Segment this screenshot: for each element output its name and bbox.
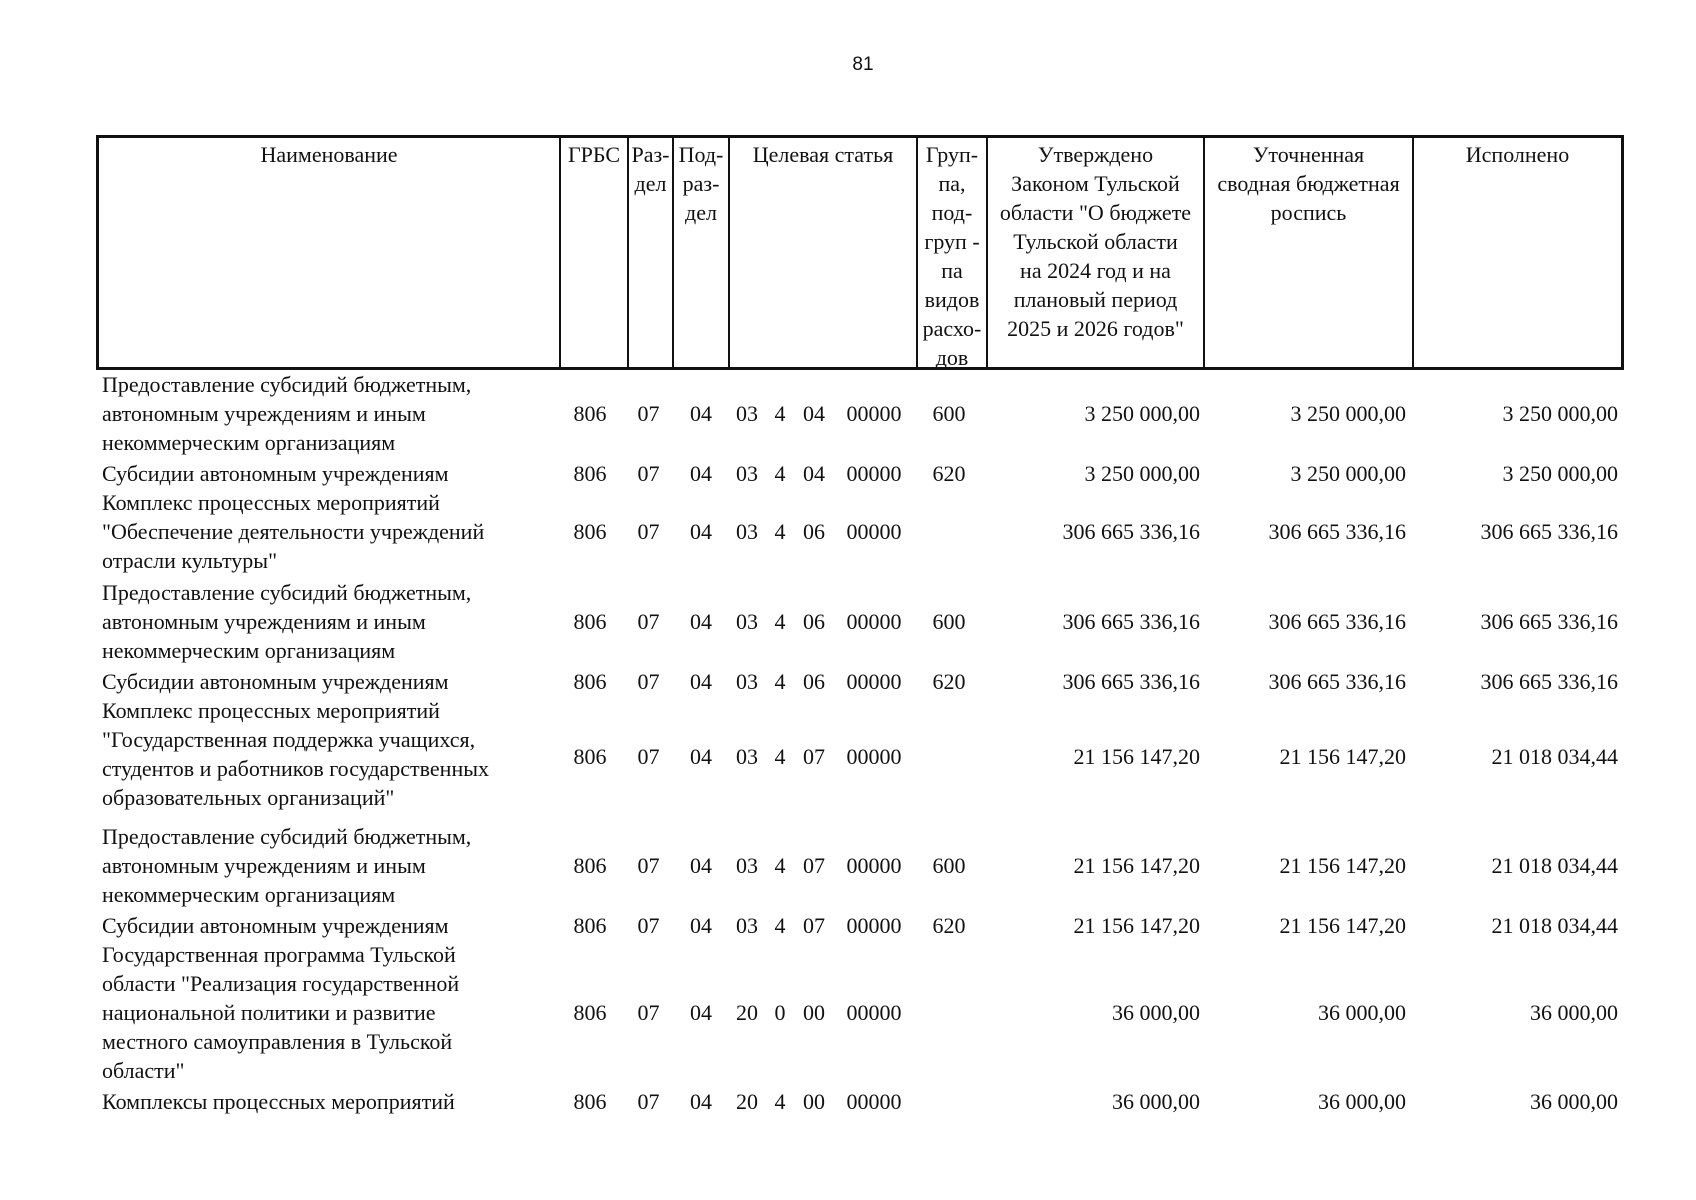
target-code-cell: 00000 (846, 913, 902, 938)
executed-amount: 306 665 336,16 (1480, 669, 1618, 694)
target-complex-cell: 06 (803, 669, 825, 694)
approved-amount: 36 000,00 (1112, 1089, 1200, 1114)
razdel-cell: 07 (637, 401, 660, 426)
executed-amount: 21 018 034,44 (1491, 913, 1618, 938)
table-header (96, 135, 1624, 370)
expense-group-cell: 600 (932, 609, 966, 634)
target-type-cell: 4 (774, 744, 786, 770)
row-name: Комплекс процессных мероприятий "Обеспечение деятельности учреждений отрасли культуры" (102, 490, 485, 573)
row-name: Комплекс процессных мероприятий "Государственная поддержка учащихся, студентов и работников государственных образовательных организаций" (102, 698, 490, 810)
grbs-cell: 806 (573, 1089, 607, 1114)
header-approved: Утверждено Законом Тульской области "О бюджете Тульской области на 2024 год и на плановый период 2025 и 2026 годов" (988, 138, 1205, 367)
target-type-cell: 4 (774, 853, 786, 878)
expense-group-cell: 600 (932, 401, 966, 426)
podrazdel-cell: 04 (690, 519, 712, 544)
podrazdel-cell: 04 (690, 461, 712, 486)
razdel-cell: 07 (637, 1000, 660, 1025)
row-name: Комплексы процессных мероприятий (102, 1089, 455, 1114)
executed-amount: 36 000,00 (1530, 1000, 1618, 1025)
target-complex-cell: 04 (803, 461, 825, 486)
header-expense-group: Груп- па, под- груп - па видов расхо- дов (918, 138, 988, 367)
refined-amount: 21 156 147,20 (1279, 853, 1406, 878)
razdel-cell: 07 (637, 461, 660, 486)
executed-amount: 306 665 336,16 (1480, 609, 1618, 634)
approved-amount: 21 156 147,20 (1073, 744, 1200, 770)
target-program-cell: 03 (736, 609, 758, 634)
header-name: Наименование (99, 138, 561, 367)
target-code-cell: 00000 (846, 744, 902, 770)
podrazdel-cell: 04 (690, 669, 712, 694)
grbs-cell: 806 (573, 519, 607, 544)
row-name: Субсидии автономным учреждениям (102, 669, 449, 694)
target-code-cell: 00000 (846, 519, 902, 544)
target-type-cell: 4 (774, 519, 786, 544)
target-complex-cell: 00 (803, 1089, 825, 1114)
target-program-cell: 03 (736, 401, 758, 426)
target-program-cell: 03 (736, 853, 758, 878)
target-type-cell: 4 (774, 609, 786, 634)
target-program-cell: 20 (736, 1000, 758, 1025)
expense-group-cell: 620 (932, 913, 966, 938)
target-type-cell: 4 (774, 401, 786, 426)
page-number: 81 (852, 54, 874, 75)
executed-amount: 21 018 034,44 (1491, 853, 1618, 878)
target-program-cell: 03 (736, 913, 758, 938)
grbs-cell: 806 (573, 1000, 607, 1025)
refined-amount: 3 250 000,00 (1290, 401, 1406, 426)
target-type-cell: 4 (774, 1089, 786, 1114)
target-code-cell: 00000 (846, 401, 902, 426)
header-refined: Уточненная сводная бюджетная роспись (1205, 138, 1414, 367)
target-type-cell: 0 (774, 1000, 786, 1025)
target-program-cell: 03 (736, 461, 758, 486)
row-name: Предоставление субсидий бюджетным, автономным учреждениям и иным некоммерческим организациям (102, 580, 472, 663)
refined-amount: 3 250 000,00 (1290, 461, 1406, 486)
grbs-cell: 806 (573, 609, 607, 634)
target-type-cell: 4 (774, 461, 786, 486)
row-name: Государственная программа Тульской области "Реализация государственной национальной политики и развитие местного самоуправления в Тульской области" (102, 942, 460, 1083)
target-type-cell: 4 (774, 913, 786, 938)
approved-amount: 3 250 000,00 (1084, 461, 1200, 486)
target-code-cell: 00000 (846, 1000, 902, 1025)
podrazdel-cell: 04 (690, 1089, 712, 1114)
podrazdel-cell: 04 (690, 913, 712, 938)
approved-amount: 21 156 147,20 (1073, 853, 1200, 878)
row-name: Предоставление субсидий бюджетным, автономным учреждениям и иным некоммерческим организациям (102, 372, 472, 455)
grbs-cell: 806 (573, 461, 607, 486)
target-code-cell: 00000 (846, 669, 902, 694)
target-program-cell: 03 (736, 744, 758, 770)
grbs-cell: 806 (573, 669, 607, 694)
target-complex-cell: 07 (803, 744, 825, 770)
refined-amount: 21 156 147,20 (1279, 913, 1406, 938)
expense-group-cell: 620 (932, 461, 966, 486)
approved-amount: 306 665 336,16 (1062, 519, 1200, 544)
refined-amount: 36 000,00 (1318, 1000, 1406, 1025)
target-complex-cell: 04 (803, 401, 825, 426)
executed-amount: 3 250 000,00 (1502, 461, 1618, 486)
podrazdel-cell: 04 (690, 401, 712, 426)
approved-amount: 36 000,00 (1112, 1000, 1200, 1025)
target-complex-cell: 06 (803, 609, 825, 634)
expense-group-cell: 600 (932, 853, 966, 878)
executed-amount: 306 665 336,16 (1480, 519, 1618, 544)
header-executed: Исполнено (1465, 142, 1570, 167)
target-complex-cell: 06 (803, 519, 825, 544)
refined-amount: 306 665 336,16 (1268, 609, 1406, 634)
razdel-cell: 07 (637, 609, 660, 634)
razdel-cell: 07 (637, 669, 660, 694)
target-code-cell: 00000 (846, 853, 902, 878)
target-program-cell: 03 (736, 669, 758, 694)
approved-amount: 306 665 336,16 (1062, 669, 1200, 694)
refined-amount: 21 156 147,20 (1279, 744, 1406, 770)
executed-amount: 36 000,00 (1530, 1089, 1618, 1114)
grbs-cell: 806 (573, 744, 607, 770)
header-podrazdel: Под- раз- дел (674, 138, 730, 367)
approved-amount: 3 250 000,00 (1084, 401, 1200, 426)
header-target-article: Целевая статья (730, 138, 918, 367)
grbs-cell: 806 (573, 401, 607, 426)
row-name: Предоставление субсидий бюджетным, автономным учреждениям и иным некоммерческим организациям (102, 824, 472, 907)
row-name: Субсидии автономным учреждениям (102, 461, 449, 486)
target-type-cell: 4 (774, 669, 786, 694)
podrazdel-cell: 04 (690, 853, 712, 878)
approved-amount: 306 665 336,16 (1062, 609, 1200, 634)
target-complex-cell: 07 (803, 913, 825, 938)
grbs-cell: 806 (573, 853, 607, 878)
podrazdel-cell: 04 (690, 1000, 712, 1025)
target-code-cell: 00000 (846, 609, 902, 634)
expense-group-cell: 620 (932, 669, 966, 694)
razdel-cell: 07 (637, 1089, 660, 1114)
row-name: Субсидии автономным учреждениям (102, 913, 449, 938)
razdel-cell: 07 (637, 519, 660, 544)
executed-amount: 3 250 000,00 (1502, 401, 1618, 426)
target-code-cell: 00000 (846, 461, 902, 486)
podrazdel-cell: 04 (690, 744, 712, 770)
executed-amount: 21 018 034,44 (1491, 744, 1618, 770)
target-program-cell: 20 (736, 1089, 758, 1114)
target-code-cell: 00000 (846, 1089, 902, 1114)
target-program-cell: 03 (736, 519, 758, 544)
razdel-cell: 07 (637, 853, 660, 878)
podrazdel-cell: 04 (690, 609, 712, 634)
razdel-cell: 07 (637, 744, 660, 770)
target-complex-cell: 07 (803, 853, 825, 878)
target-complex-cell: 00 (803, 1000, 825, 1025)
refined-amount: 306 665 336,16 (1268, 519, 1406, 544)
approved-amount: 21 156 147,20 (1073, 913, 1200, 938)
header-razdel: Раз- дел (629, 138, 674, 367)
refined-amount: 36 000,00 (1318, 1089, 1406, 1114)
grbs-cell: 806 (573, 913, 607, 938)
refined-amount: 306 665 336,16 (1268, 669, 1406, 694)
header-grbs: ГРБС (561, 138, 629, 367)
razdel-cell: 07 (637, 913, 660, 938)
